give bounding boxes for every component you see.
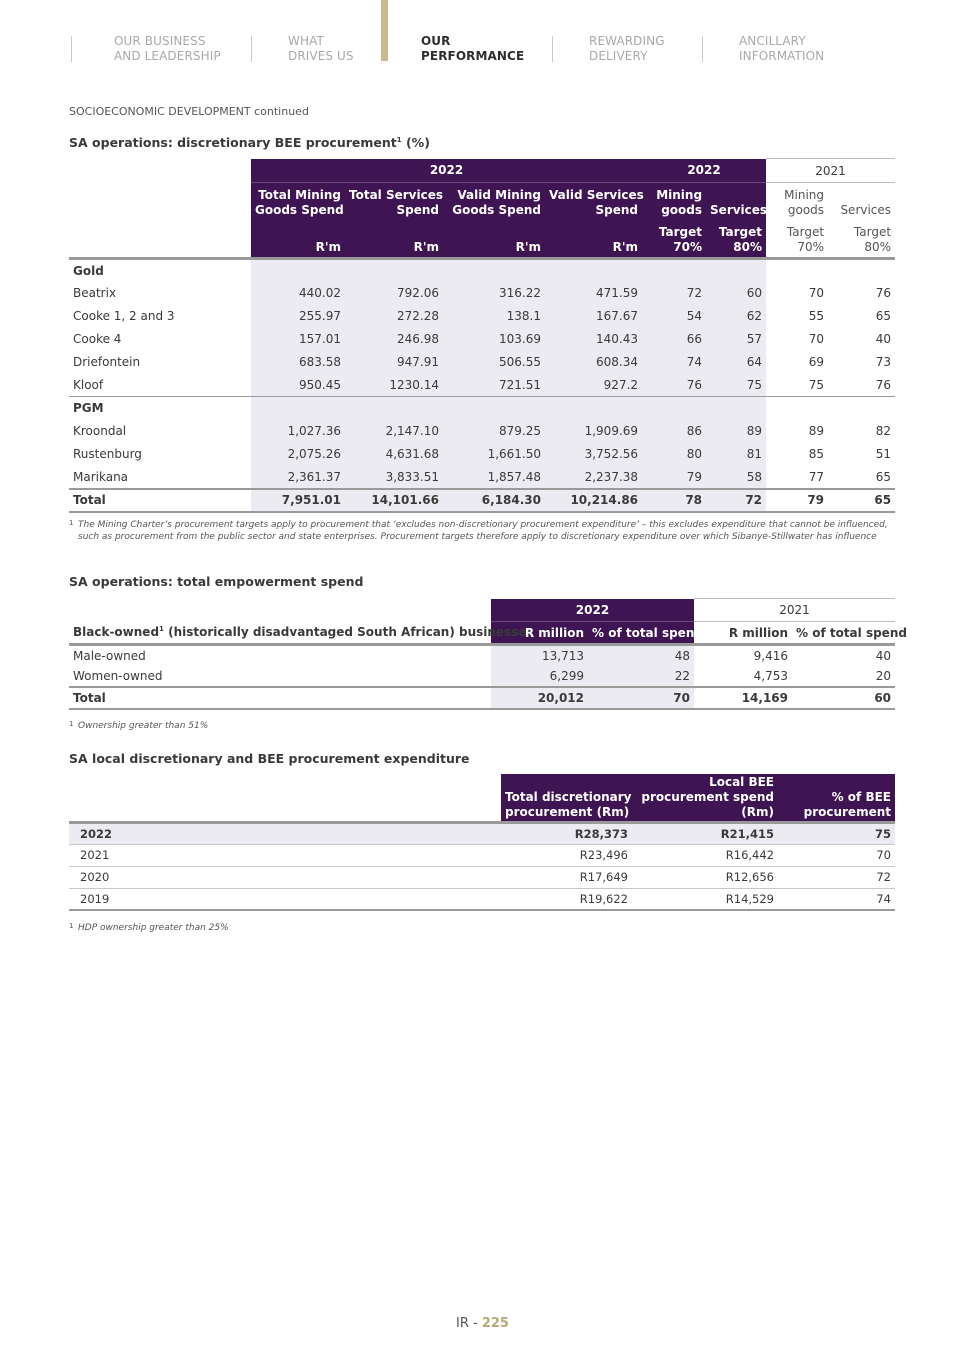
table-row: Women-owned 6,299 22 4,753 20 (69, 666, 895, 687)
row-label: Cooke 1, 2 and 3 (73, 309, 175, 323)
group-label: Gold (73, 263, 104, 278)
table-row: Marikana 2,361.37 3,833.51 1,857.48 2,237.38 79 58 77 65 (69, 466, 895, 489)
title-text: SA operations: discretionary BEE procurement (69, 135, 397, 150)
nav-label: PERFORMANCE (421, 49, 525, 63)
nav-item-rewarding-delivery[interactable] (589, 34, 665, 64)
footnote-mark: 1 (69, 922, 74, 930)
col-header: Total Services Spend (345, 183, 443, 223)
nav-item-our-business[interactable] (114, 34, 221, 64)
row-label: Male-owned (73, 648, 146, 663)
unit-header: R'm (443, 223, 545, 259)
col-header: Valid Services Spend (545, 183, 642, 223)
nav-item-our-performance[interactable] (421, 34, 524, 64)
table-row: 2019 R19,622 R14,529 74 (69, 888, 895, 910)
col-header: Services (840, 202, 892, 217)
header-blank (69, 183, 251, 223)
target-header: Target 70% (766, 223, 828, 259)
row-label: Driefontein (73, 355, 141, 369)
table-row: 2022 R28,373 R21,415 75 (69, 822, 895, 844)
table3-title: SA local discretionary and BEE procurement expenditure (69, 751, 470, 766)
local-bee-procurement-table (69, 774, 895, 911)
nav-label: DRIVES US (288, 49, 354, 63)
col-header: Mining goods (642, 183, 706, 223)
col-header-r-million-2022: R million (491, 622, 588, 645)
nav-divider (552, 36, 553, 62)
row-label: Marikana (73, 469, 129, 484)
footnote-text: Ownership greater than 51% (78, 721, 209, 731)
title-suffix: (%) (401, 135, 430, 150)
row-label: Kloof (73, 377, 104, 392)
table1-title (69, 135, 430, 150)
row-label: Kroondal (73, 424, 127, 438)
top-navigation (0, 0, 965, 70)
page-number-value: 225 (481, 1316, 509, 1331)
year-header-2021: 2021 (766, 159, 895, 183)
unit-header: R'm (545, 223, 642, 259)
table3-footnote (69, 922, 229, 934)
col-header: Mining goods (784, 187, 825, 217)
header-blank (69, 159, 251, 183)
nav-divider (251, 36, 252, 62)
year-header-2022-targets: 2022 (642, 159, 766, 183)
nav-label: OUR (421, 34, 451, 48)
row-label: Total (69, 687, 491, 709)
year-header-2022: 2022 (491, 599, 694, 622)
year-header-2022-spend: 2022 (251, 159, 642, 183)
table2-title: SA operations: total empowerment spend (69, 574, 364, 589)
table2-footnote (69, 720, 208, 732)
footnote-text: HDP ownership greater than 25% (78, 923, 229, 933)
footnote-text: The Mining Charter’s procurement targets apply to procurement that ‘excludes non-discretionary procurement expenditure’ – this excludes expenditure that cannot be influenced, such as procurement from the public sector and state enterprises. Procurement targets therefore apply to discretionary expenditure over which Sibanye-Stillwater has influence (78, 520, 888, 542)
col-header-pct-2021: % of total spend (792, 622, 895, 645)
table-row: Cooke 4 157.01 246.98 103.69 140.43 66 57 70 40 (69, 328, 895, 351)
nav-active-indicator (381, 0, 388, 61)
total-row: Total 20,012 70 14,169 60 (69, 687, 895, 709)
row-label: Beatrix (73, 286, 117, 300)
row-year: 2020 (69, 866, 501, 888)
col-header: Total Mining Goods Spend (251, 183, 345, 223)
row-year: 2022 (69, 822, 501, 844)
row-label: Women-owned (73, 668, 163, 683)
nav-label: INFORMATION (739, 49, 825, 63)
discretionary-bee-procurement-table (69, 158, 895, 513)
col-header-total-discretionary: Total discretionary procurement (Rm) (501, 774, 632, 822)
table-row: 2021 R23,496 R16,442 70 (69, 844, 895, 866)
col-header-local-bee-spend: Local BEE procurement spend (Rm) (632, 774, 778, 822)
section-eyebrow: SOCIOECONOMIC DEVELOPMENT continued (69, 105, 309, 118)
row-header-label: Black-owned$^1$ (historically disadvantaged South African) businesses (69, 622, 491, 645)
header-blank (69, 774, 501, 822)
row-year: 2021 (69, 844, 501, 866)
nav-divider (71, 36, 72, 62)
group-row-pgm (69, 397, 895, 420)
footnote-mark: 1 (69, 519, 74, 527)
footnote-ref: 1 (396, 135, 402, 144)
nav-label: DELIVERY (589, 49, 648, 63)
table-row: Rustenburg 2,075.26 4,631.68 1,661.50 3,752.56 80 81 85 51 (69, 443, 895, 466)
row-label: Rustenburg (73, 447, 142, 461)
unit-header: R'm (345, 223, 443, 259)
target-header: Target 80% (706, 223, 766, 259)
footnote-mark: 1 (69, 720, 74, 728)
table-row: Kloof 950.45 1230.14 721.51 927.2 76 75 75 76 (69, 374, 895, 397)
target-header: Target 70% (642, 223, 706, 259)
table-row: Cooke 1, 2 and 3 255.97 272.28 138.1 167.67 54 62 55 65 (69, 305, 895, 328)
nav-item-what-drives-us[interactable] (288, 34, 354, 64)
table-row: Male-owned 13,713 48 9,416 40 (69, 645, 895, 666)
col-header-pct-2022: % of total spend (588, 622, 694, 645)
page-number (0, 1316, 965, 1331)
nav-label: REWARDING (589, 34, 665, 48)
table-row: Driefontein 683.58 947.91 506.55 608.34 74 64 69 73 (69, 351, 895, 374)
col-header-r-million-2021: R million (694, 622, 792, 645)
row-year: 2019 (69, 888, 501, 910)
col-header: Services (706, 183, 766, 223)
col-header: Valid Mining Goods Spend (443, 183, 545, 223)
total-row: Total 7,951.01 14,101.66 6,184.30 10,214.86 78 72 79 65 (69, 489, 895, 512)
header-blank (69, 223, 251, 259)
nav-label: WHAT (288, 34, 324, 48)
nav-label: AND LEADERSHIP (114, 49, 221, 63)
nav-divider (702, 36, 703, 62)
year-header-2021: 2021 (694, 599, 895, 622)
target-header: Target 80% (828, 223, 895, 259)
page-prefix: IR - (456, 1316, 482, 1331)
col-header-pct-bee: % of BEE procurement (778, 774, 895, 822)
nav-item-ancillary-information[interactable] (739, 34, 824, 64)
unit-header: R'm (251, 223, 345, 259)
empowerment-spend-table (69, 598, 907, 710)
table-row: Kroondal 1,027.36 2,147.10 879.25 1,909.69 86 89 89 82 (69, 420, 895, 443)
table-row: Beatrix 440.02 792.06 316.22 471.59 72 60 70 76 (69, 282, 895, 305)
nav-label: ANCILLARY (739, 34, 806, 48)
group-label: PGM (69, 397, 251, 420)
header-blank (69, 599, 491, 622)
table-row: 2020 R17,649 R12,656 72 (69, 866, 895, 888)
nav-label: OUR BUSINESS (114, 34, 206, 48)
row-label: Total (69, 489, 251, 512)
group-row-gold (69, 259, 895, 282)
table1-footnote (69, 519, 895, 543)
row-label: Cooke 4 (73, 332, 122, 346)
